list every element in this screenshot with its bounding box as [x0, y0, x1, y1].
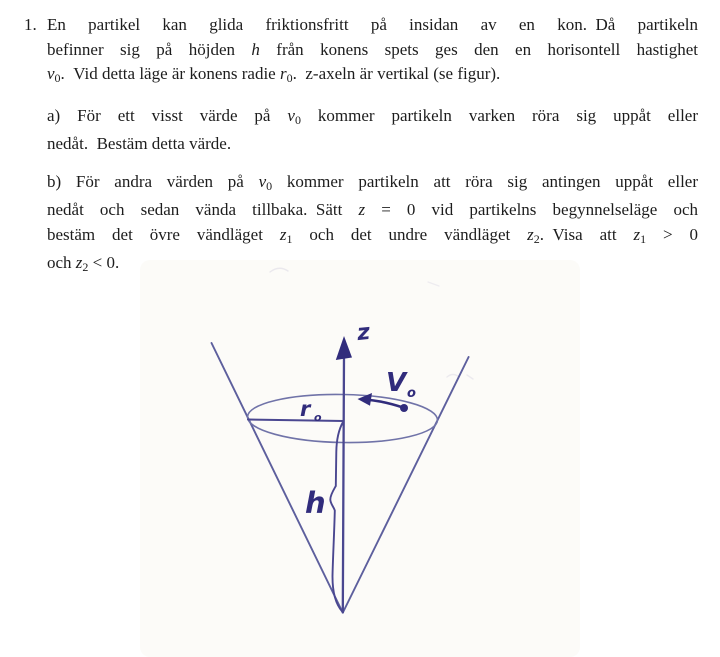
radius-label-subscript: o	[314, 411, 322, 424]
text-line: b) För andra värden på v0 kommer partikeln att röra sig antingen uppåt eller	[47, 171, 699, 193]
text-line: bestäm det övre vändläget z1 och det undre vändläget z2. Visa att z1 > 0	[47, 224, 698, 246]
problem-paragraphs	[47, 13, 698, 280]
z-axis-line	[343, 355, 344, 613]
height-label: h	[305, 486, 326, 520]
problem-statement	[24, 13, 698, 280]
text-line: och z2 < 0.	[47, 253, 120, 274]
paragraph-intro	[47, 13, 698, 91]
cone-figure	[0, 260, 720, 657]
text-line: En partikel kan glida friktionsfritt på insidan av en kon. Då partikeln	[47, 15, 698, 34]
item-number: 1.	[24, 15, 37, 34]
text-line: befinner sig på höjden h från konens spets ges den en horisontell hastighet	[47, 39, 698, 59]
velocity-label: V	[386, 368, 407, 398]
paper-tint	[140, 260, 580, 657]
radius-label: r	[300, 397, 311, 421]
velocity-label-subscript: o	[407, 386, 416, 401]
z-axis-label: z	[355, 319, 372, 347]
text-line: nedåt. Bestäm detta värde.	[47, 134, 232, 153]
text-line: nedåt och sedan vända tillbaka. Sätt z = 0 vid partikelns begynnelseläge och	[47, 200, 698, 219]
paragraph-part-a	[47, 104, 698, 157]
text-line: v0. Vid detta läge är konens radie r0. z-axeln är vertikal (se figur).	[47, 64, 501, 85]
text-line: a) För ett visst värde på v0 kommer partikeln varken röra sig uppåt eller	[47, 105, 698, 127]
